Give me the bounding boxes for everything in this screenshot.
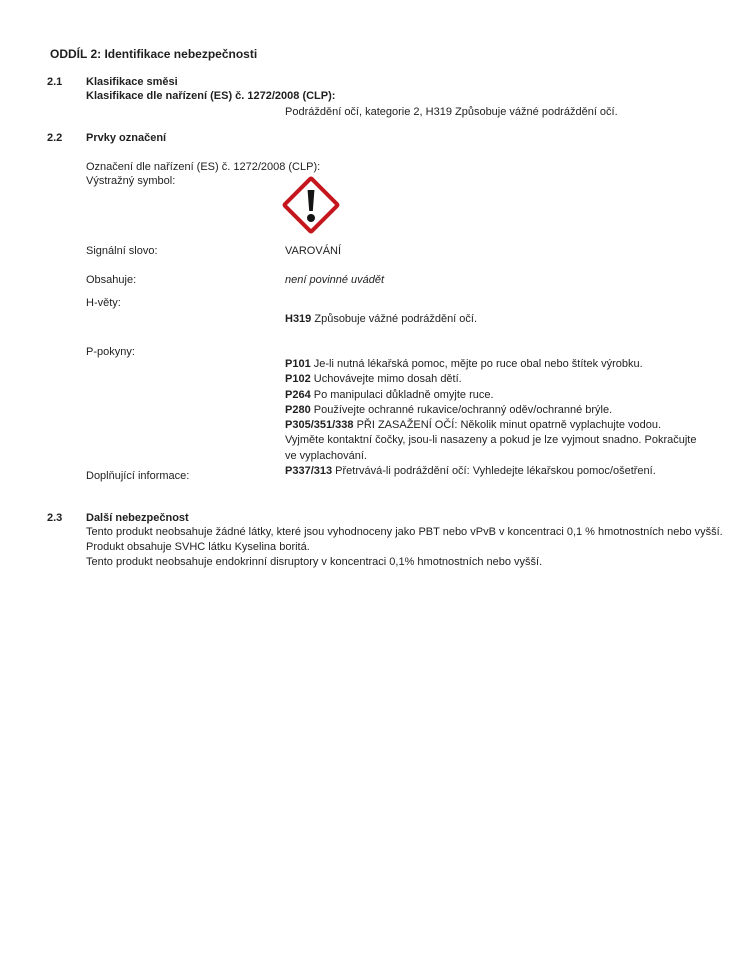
h-statement-line: [285, 312, 477, 327]
p-statement-code: P280: [285, 403, 311, 416]
p-statement-code: P102: [285, 373, 311, 386]
p-statements-block: [285, 357, 700, 479]
p-statement-line: P337/313 Přetrvává-li podráždění očí: Vyhledejte lékařskou pomoc/ošetření.: [285, 465, 656, 478]
other-hazards-line: Tento produkt neobsahuje žádné látky, které jsou vyhodnoceny jako PBT nebo vPvB v koncentraci 0,1 % hmotnostních nebo vyšší.: [86, 526, 723, 538]
section-2-1-title: Klasifikace směsi: [86, 76, 178, 88]
p-statements-label: P-pokyny:: [86, 346, 135, 358]
ghs07-exclamation-pictogram-icon: [282, 176, 340, 234]
other-hazards-line: Tento produkt neobsahuje endokrinní disruptory v koncentraci 0,1% hmotnostních nebo vyšší.: [86, 556, 543, 568]
classification-regulation-line: Klasifikace dle nařízení (ES) č. 1272/2008 (CLP):: [86, 90, 336, 102]
h-statements-label: H-věty:: [86, 297, 121, 309]
section-2-heading: ODDÍL 2: Identifikace nebezpečnosti: [50, 47, 258, 61]
p-statement-code: P264: [285, 388, 311, 401]
section-2-3-number: 2.3: [47, 512, 63, 524]
p-statement-code: P305/351/338: [285, 419, 354, 432]
p-statement-code: P101: [285, 358, 311, 370]
contains-label: Obsahuje:: [86, 274, 137, 286]
section-2-2-title: Prvky označení: [86, 132, 167, 144]
h-statement-code: H319: [285, 313, 312, 325]
additional-info-label: Doplňující informace:: [86, 470, 190, 482]
section-2-2-number: 2.2: [47, 132, 63, 144]
p-statement-code: P337/313: [285, 465, 333, 478]
p-statement-line: P280 Používejte ochranné rukavice/ochranný oděv/ochranné brýle.: [285, 403, 613, 416]
other-hazards-block: [86, 525, 726, 570]
other-hazards-line: Produkt obsahuje SVHC látku Kyselina boritá.: [86, 541, 310, 553]
section-2-3-title: Další nebezpečnost: [86, 512, 189, 524]
h-statement-text: Způsobuje vážné podráždění očí.: [314, 313, 478, 325]
warning-symbol-label: Výstražný symbol:: [86, 175, 176, 187]
signal-word-label: Signální slovo:: [86, 245, 158, 257]
classification-value: Podráždění očí, kategorie 2, H319 Způsobuje vážné podráždění očí.: [285, 106, 618, 118]
section-2-1-number: 2.1: [47, 76, 63, 88]
signal-word-value: VAROVÁNÍ: [285, 245, 342, 257]
contains-value: není povinné uvádět: [285, 274, 385, 286]
p-statement-line: P264 Po manipulaci důkladně omyjte ruce.: [285, 388, 494, 401]
labelling-regulation-line: Označení dle nařízení (ES) č. 1272/2008 (CLP):: [86, 161, 321, 173]
p-statement-line: P102 Uchovávejte mimo dosah dětí.: [285, 373, 462, 386]
exclamation-dot: [307, 214, 315, 222]
p-statement-line: P305/351/338 PŘI ZASAŽENÍ OČÍ: Několik minut opatrně vyplachujte vodou. Vyjměte kontaktní čočky, jsou-li nasazeny a pokud je lze vyjmout snadno. Pokračujte ve vyplachování.: [285, 419, 697, 462]
p-statement-line: P101 Je-li nutná lékařská pomoc, mějte po ruce obal nebo štítek výrobku.: [285, 358, 643, 370]
